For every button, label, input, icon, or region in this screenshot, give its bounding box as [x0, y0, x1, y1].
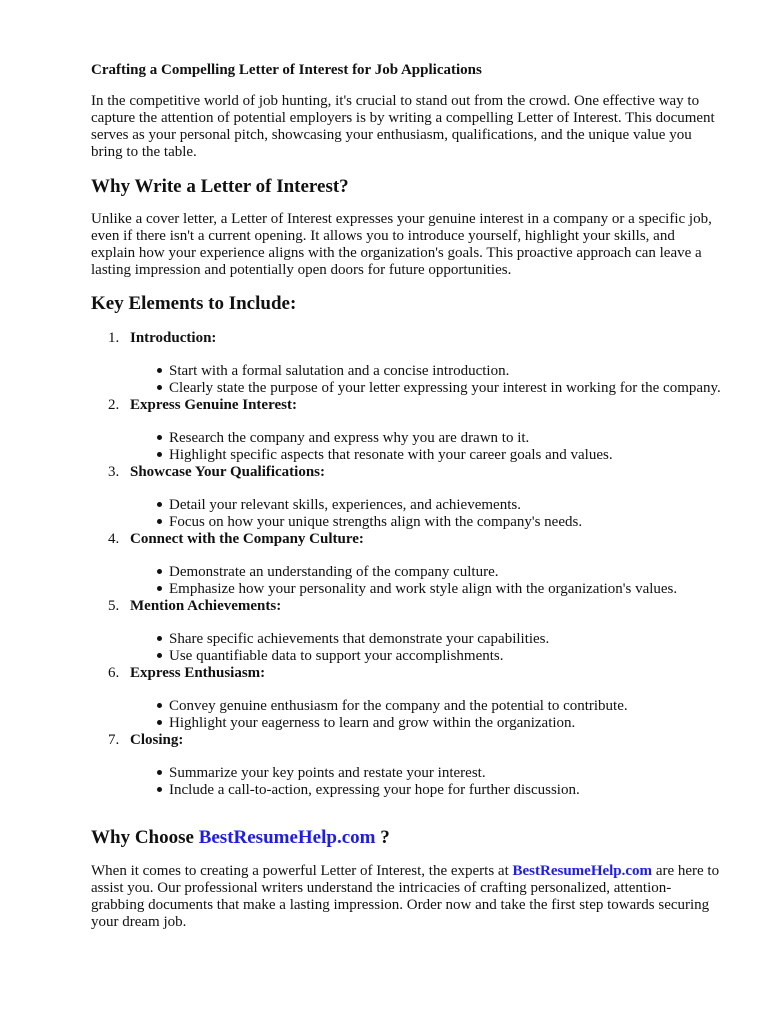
intro-paragraph: In the competitive world of job hunting, it's crucial to stand out from the crowd. One effective way to capture the attention of potential employers is by writing a compelling Letter of Interest. This document serves as your personal pitch, showcasing your enthusiasm, qualifications, and the unique value you bring to the table.	[91, 93, 715, 160]
bullet-dot-icon	[157, 502, 162, 507]
bullet-text: Include a call-to-action, expressing your hope for further discussion.	[169, 782, 580, 798]
key-elements-list	[91, 330, 721, 799]
bullet-item	[130, 782, 721, 799]
bullet-dot-icon	[157, 720, 162, 725]
bullet-text: Convey genuine enthusiasm for the company and the potential to contribute.	[169, 698, 628, 714]
bullet-dot-icon	[157, 770, 162, 775]
key-element-heading: Showcase Your Qualifications:	[130, 464, 326, 480]
key-element-heading: Connect with the Company Culture:	[130, 531, 364, 547]
key-element-bullets	[130, 749, 721, 799]
key-element-heading: Express Enthusiasm:	[130, 665, 266, 681]
bullet-item	[130, 581, 721, 598]
why-write-paragraph: Unlike a cover letter, a Letter of Interest expresses your genuine interest in a company or a specific job, even if there isn't a current opening. It allows you to introduce yourself, highlight your skills, and explain how your experience aligns with the organization's goals. This proactive approach can leave a lasting impression and potentially open doors for future opportunities.	[91, 211, 712, 278]
key-element-heading: Closing:	[130, 732, 184, 748]
key-element-item	[91, 665, 721, 732]
key-element-bullets	[130, 414, 721, 464]
bullet-text: Clearly state the purpose of your letter expressing your interest in working for the company.	[169, 380, 721, 396]
key-element-item	[91, 531, 721, 598]
why-choose-prefix: Why Choose	[91, 827, 199, 848]
bullet-item	[130, 631, 721, 648]
key-element-bullets	[130, 481, 721, 531]
key-element-heading: Express Genuine Interest:	[130, 397, 297, 413]
key-element-bullets	[130, 615, 721, 665]
key-element-number: 3.	[108, 464, 120, 480]
bullet-text: Highlight your eagerness to learn and grow within the organization.	[169, 715, 576, 731]
key-element-bullets	[130, 548, 721, 598]
key-element-number: 6.	[108, 665, 120, 681]
bullet-dot-icon	[157, 569, 162, 574]
document-title: Crafting a Compelling Letter of Interest for Job Applications	[91, 62, 482, 78]
bullet-item	[130, 380, 721, 397]
bullet-item	[130, 363, 721, 380]
bullet-text: Demonstrate an understanding of the company culture.	[169, 564, 499, 580]
key-element-number: 2.	[108, 397, 120, 413]
key-element-bullets	[130, 682, 721, 732]
bullet-text: Focus on how your unique strengths align with the company's needs.	[169, 514, 583, 530]
key-element-item	[91, 397, 721, 464]
bullet-dot-icon	[157, 653, 162, 658]
bestresumehelp-inline-link[interactable]: BestResumeHelp.com	[512, 863, 653, 879]
bullet-text: Use quantifiable data to support your accomplishments.	[169, 648, 504, 664]
bullet-dot-icon	[157, 519, 162, 524]
bullet-dot-icon	[157, 435, 162, 440]
closing-text-after: are here to assist you. Our professional writers understand the intricacies of crafting personalized, attention-grabbing documents that make a lasting impression. Order now and take the first step towards securing your dream job.	[91, 863, 720, 930]
key-element-heading: Introduction:	[130, 330, 217, 346]
key-element-number: 4.	[108, 531, 120, 547]
bullet-item	[130, 514, 721, 531]
key-element-number: 5.	[108, 598, 120, 614]
bullet-dot-icon	[157, 452, 162, 457]
bullet-item	[130, 715, 721, 732]
bullet-text: Emphasize how your personality and work style align with the organization's values.	[169, 581, 678, 597]
bullet-dot-icon	[157, 368, 162, 373]
bestresumehelp-heading-link[interactable]: BestResumeHelp.com	[198, 827, 376, 848]
bullet-item	[130, 497, 721, 514]
bullet-dot-icon	[157, 787, 162, 792]
bullet-dot-icon	[157, 703, 162, 708]
bullet-item	[130, 765, 721, 782]
bullet-text: Start with a formal salutation and a concise introduction.	[169, 363, 510, 379]
why-choose-heading	[91, 826, 390, 850]
why-write-heading: Why Write a Letter of Interest?	[91, 176, 349, 197]
bullet-dot-icon	[157, 636, 162, 641]
bullet-text: Detail your relevant skills, experiences, and achievements.	[169, 497, 521, 513]
bullet-dot-icon	[157, 385, 162, 390]
key-element-number: 7.	[108, 732, 120, 748]
bullet-item	[130, 447, 721, 464]
closing-text-before: When it comes to creating a powerful Letter of Interest, the experts at	[91, 863, 513, 879]
key-element-item	[91, 464, 721, 531]
bullet-text: Share specific achievements that demonstrate your capabilities.	[169, 631, 550, 647]
bullet-item	[130, 698, 721, 715]
bullet-item	[130, 430, 721, 447]
bullet-dot-icon	[157, 586, 162, 591]
key-element-heading: Mention Achievements:	[130, 598, 282, 614]
bullet-text: Research the company and express why you are drawn to it.	[169, 430, 530, 446]
key-elements-heading: Key Elements to Include:	[91, 293, 297, 314]
key-element-bullets	[130, 347, 721, 397]
bullet-item	[130, 564, 721, 581]
key-element-number: 1.	[108, 330, 120, 346]
key-element-item	[91, 732, 721, 799]
key-element-item	[91, 330, 721, 397]
key-element-item	[91, 598, 721, 665]
bullet-text: Highlight specific aspects that resonate with your career goals and values.	[169, 447, 613, 463]
bullet-item	[130, 648, 721, 665]
closing-paragraph	[91, 863, 721, 931]
bullet-text: Summarize your key points and restate your interest.	[169, 765, 486, 781]
why-choose-suffix: ?	[375, 827, 390, 848]
